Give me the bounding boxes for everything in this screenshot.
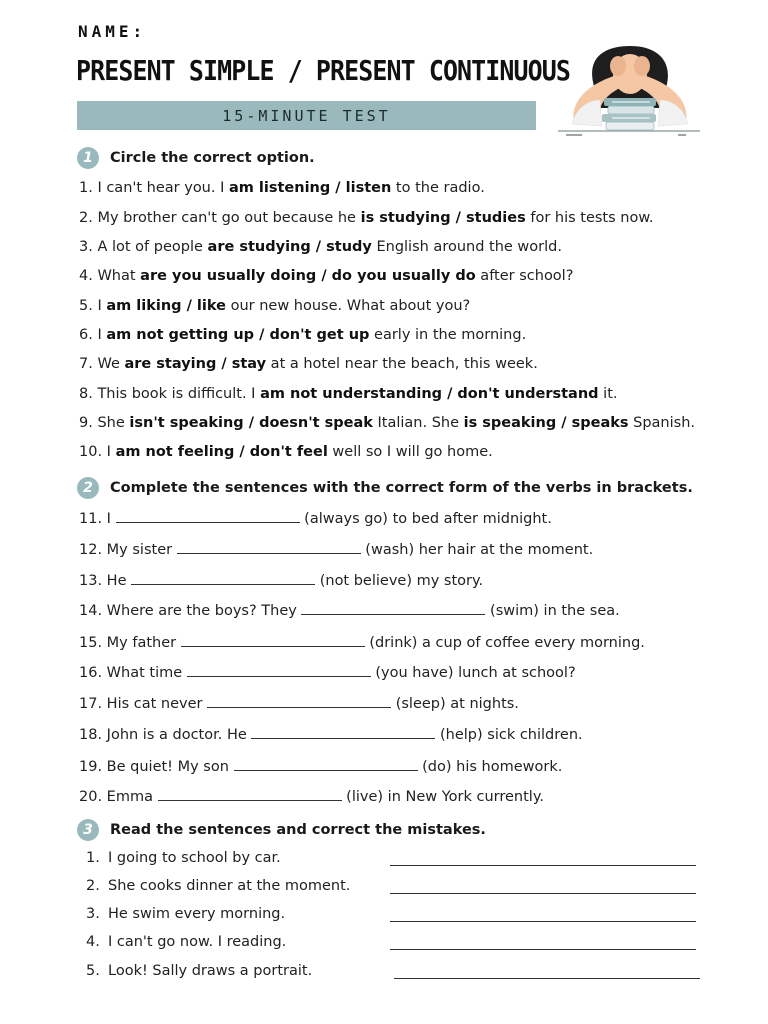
question-text: (sleep) at nights. [391,696,519,712]
correction-line[interactable] [390,865,696,866]
question-number: 8. [79,386,98,402]
answer-options: is speaking / speaks [463,415,629,431]
question-number: 7. [79,356,98,372]
section-1-instruction: Circle the correct option. [110,150,315,166]
question-text: My brother can't go out because he [97,210,361,226]
section-2-instruction: Complete the sentences with the correct form of the verbs in brackets. [110,480,693,496]
question-number: 3. [79,239,98,255]
question-text: His cat never [106,696,208,712]
question-number: 5. [86,963,100,979]
question-row [79,508,552,527]
answer-options: are studying / study [207,239,372,255]
answer-options: are staying / stay [124,356,267,372]
answer-options: am listening / listen [228,180,392,196]
question-text: (swim) in the sea. [485,603,620,619]
section-number-badge: 3 [77,819,99,841]
question-text: What time [106,665,187,681]
question-number: 11. [79,511,107,527]
question-number: 12. [79,542,107,558]
question-text: What [97,268,141,284]
question-text: He swim every morning. [108,906,286,922]
question-text: I [97,298,107,314]
question-text: We [97,356,125,372]
question-text: to the radio. [391,180,485,196]
mistake-row [86,934,286,950]
answer-options: isn't speaking / doesn't speak [129,415,373,431]
question-text: (always go) to bed after midnight. [299,511,552,527]
correction-line[interactable] [390,949,696,950]
question-number: 3. [86,906,100,922]
question-text: English around the world. [371,239,562,255]
question-text: This book is difficult. I [97,386,261,402]
answer-blank[interactable] [301,600,485,615]
mistake-row [86,850,281,866]
question-row [79,327,526,343]
mistake-row [86,963,312,979]
section-number-badge: 1 [77,147,99,169]
question-number: 4. [86,934,100,950]
name-label: NAME: [78,22,147,41]
question-row [79,415,695,431]
question-text: She [97,415,130,431]
question-text: (wash) her hair at the moment. [360,542,594,558]
question-number: 14. [79,603,107,619]
question-row [79,210,653,226]
answer-options: am liking / like [106,298,226,314]
answer-options: am not feeling / don't feel [115,444,328,460]
answer-options: is studying / studies [360,210,526,226]
question-number: 6. [79,327,98,343]
question-text: I [106,444,116,460]
section-2-heading [77,477,693,499]
answer-blank[interactable] [234,756,418,771]
question-text: I [97,327,107,343]
question-text: I can't hear you. I [97,180,229,196]
question-text: A lot of people [97,239,208,255]
question-text: Spanish. [628,415,695,431]
question-row [79,600,620,619]
question-text: My father [106,635,181,651]
question-text: Italian. She [372,415,464,431]
worksheet-title: PRESENT SIMPLE / PRESENT CONTINUOUS [76,54,570,87]
mistake-row [86,906,285,922]
question-text: it. [598,386,618,402]
question-text: after school? [475,268,574,284]
question-text: early in the morning. [369,327,527,343]
question-text: (you have) lunch at school? [370,665,576,681]
question-text: at a hotel near the beach, this week. [266,356,538,372]
answer-options: am not understanding / don't understand [260,386,599,402]
answer-blank[interactable] [181,632,365,647]
question-row [79,539,593,558]
question-number: 9. [79,415,98,431]
question-text: My sister [106,542,177,558]
question-number: 19. [79,759,107,775]
question-text: (live) in New York currently. [341,789,544,805]
answer-blank[interactable] [177,539,361,554]
section-3-instruction: Read the sentences and correct the mistakes. [110,822,486,838]
question-row [79,632,645,651]
answer-blank[interactable] [116,508,300,523]
answer-options: am not getting up / don't get up [106,327,370,343]
question-number: 15. [79,635,107,651]
section-1-heading [77,147,315,169]
question-text: She cooks dinner at the moment. [108,878,351,894]
question-row [79,356,538,372]
question-text: Emma [106,789,158,805]
question-number: 2. [86,878,100,894]
mistake-row [86,878,350,894]
question-row [79,786,544,805]
stressed-student-illustration [556,38,702,140]
question-row [79,693,519,712]
section-3-heading [77,819,486,841]
answer-blank[interactable] [158,786,342,801]
section-number-badge: 2 [77,477,99,499]
correction-line[interactable] [390,921,696,922]
question-row [79,298,470,314]
question-row [79,268,573,284]
question-text: for his tests now. [525,210,654,226]
question-text: I [106,511,116,527]
question-row [79,386,618,402]
question-row [79,239,562,255]
question-number: 10. [79,444,107,460]
question-row [79,662,576,681]
question-number: 16. [79,665,107,681]
answer-blank[interactable] [131,570,315,585]
answer-blank[interactable] [207,693,391,708]
question-text: He [106,573,132,589]
question-text: Where are the boys? They [106,603,302,619]
question-text: well so I will go home. [327,444,493,460]
question-row [79,756,562,775]
answer-blank[interactable] [187,662,371,677]
correction-line[interactable] [390,893,696,894]
question-text: (help) sick children. [435,727,583,743]
question-row [79,570,483,589]
question-text: (do) his homework. [417,759,563,775]
question-number: 2. [79,210,98,226]
question-number: 5. [79,298,98,314]
test-banner: 15-MINUTE TEST [77,101,536,130]
correction-line[interactable] [394,978,700,979]
question-row [79,180,485,196]
answer-blank[interactable] [251,724,435,739]
question-text: our new house. What about you? [225,298,471,314]
question-number: 4. [79,268,98,284]
question-text: (drink) a cup of coffee every morning. [364,635,645,651]
question-number: 18. [79,727,107,743]
question-text: I going to school by car. [108,850,281,866]
question-number: 1. [79,180,98,196]
question-row [79,724,583,743]
question-text: I can't go now. I reading. [108,934,287,950]
question-number: 13. [79,573,107,589]
question-number: 17. [79,696,107,712]
question-row [79,444,493,460]
question-number: 1. [86,850,100,866]
question-text: (not believe) my story. [315,573,484,589]
question-text: Be quiet! My son [106,759,234,775]
answer-options: are you usually doing / do you usually do [140,268,476,284]
question-text: Look! Sally draws a portrait. [108,963,313,979]
question-text: John is a doctor. He [106,727,252,743]
question-number: 20. [79,789,107,805]
